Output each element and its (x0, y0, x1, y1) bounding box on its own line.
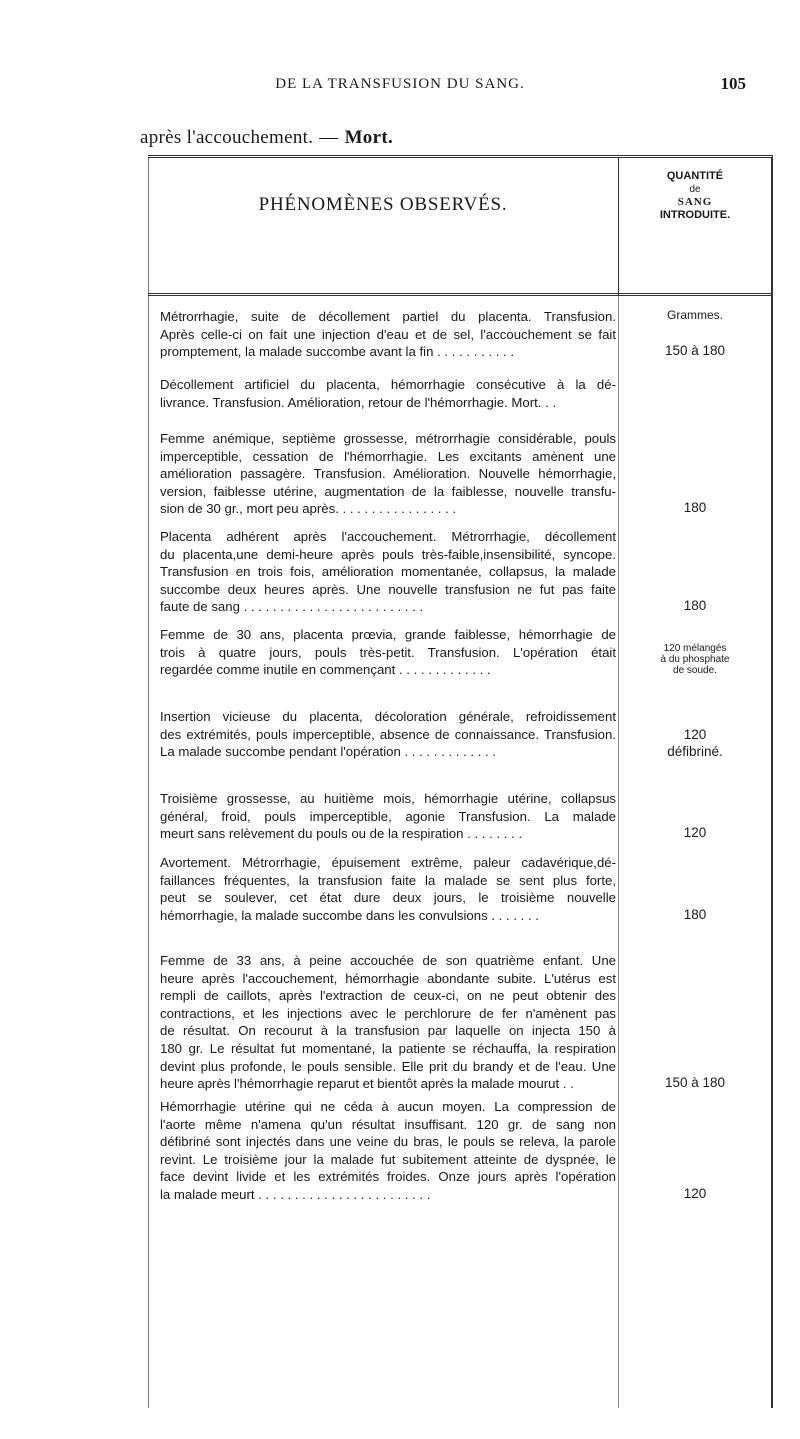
row-text-line: des extrémités, pouls imperceptible, absence de connaissance. Transfusion. (160, 726, 616, 742)
row-quantity: 120 (683, 1186, 707, 1201)
page-number: 105 (720, 74, 746, 93)
table-row (160, 308, 616, 361)
section-subheading: Mort. (344, 127, 394, 148)
table-row (160, 790, 616, 843)
table-header-rule (148, 293, 771, 296)
row-quantity: 150 à 180 (664, 343, 726, 359)
row-quantity-line: 120 mélangés (663, 643, 727, 655)
row-text-line: version, faiblesse utérine, augmentation de la faiblesse, nouvelle transfu- (160, 483, 616, 499)
row-text-line: défibriné sont injectés dans une veine du bras, le pouls se releva, la parole (160, 1134, 616, 1150)
row-text-line: faute de sang . . . . . . . . . . . . . . . . . . . . . . . . . (160, 599, 424, 615)
column-header-phenomenes: PHÉNOMÈNES OBSERVÉS. (258, 194, 508, 215)
table-row (160, 854, 616, 924)
row-text-line: regardée comme inutile en commençant . . . . . . . . . . . . . (160, 662, 491, 678)
row-text-line: heure après l'hémorrhagie reparut et bientôt après la malade mourut . . (160, 1076, 574, 1092)
unit-label: Grammes. (666, 308, 723, 322)
running-head (0, 74, 800, 98)
row-text-line: succombe deux heures après. Une nouvelle transfusion ne fut pas faite (160, 581, 616, 597)
row-quantity: 180 (683, 906, 707, 922)
row-text-line: hémorrhagie, la malade succombe dans les convulsions . . . . . . . (160, 907, 539, 923)
row-quantity-line: de soude. (673, 665, 717, 677)
row-text-line: promptement, la malade succombe avant la fin . . . . . . . . . . . (160, 344, 515, 360)
row-text-line: Femme anémique, septième grossesse, métrorrhagie considérable, pouls (160, 431, 616, 446)
row-quantity: 120 (683, 825, 707, 841)
row-text-line: Transfusion en trois fois, amélioration momentanée, collapsus, la malade (160, 564, 616, 580)
row-text-line: général, froid, pouls imperceptible, agonie Transfusion. La malade (160, 808, 616, 824)
row-text-line: rempli de caillots, après l'extraction de ceux-ci, on ne peut obtenir des (160, 988, 616, 1004)
row-text-line: l'aorte même n'amena qu'un résultat insuffisant. 120 gr. de sang non (160, 1116, 616, 1132)
table-row (160, 1098, 616, 1204)
row-text-line: peut se soulever, cet état dure deux jours, le troisième nouvelle (160, 890, 616, 906)
section-heading (140, 127, 393, 149)
running-head-title: DE LA TRANSFUSION DU SANG. (275, 76, 525, 92)
row-text-line: sion de 30 gr., mort peu après. . . . . . . . . . . . . . . . . (160, 501, 457, 517)
row-quantity: 180 (683, 500, 707, 516)
row-text-line: Hémorrhagie utérine qui ne céda à aucun moyen. La compression de (160, 1099, 616, 1114)
table-row (160, 626, 616, 679)
row-text-line: Troisième grossesse, au huitième mois, hémorrhagie utérine, collapsus (160, 791, 616, 806)
table-left-rule (148, 158, 149, 1408)
row-text-line: contractions, et les injections avec le perchlorure de fer n'amènent pas (160, 1005, 616, 1021)
row-text-line: heure après l'accouchement, hémorrhagie abondante subite. L'utérus est (160, 970, 616, 986)
header-quantite-line1: QUANTITÉ (666, 170, 724, 182)
row-text-line: Placenta adhérent après l'accouchement. Métrorrhagie, décollement (160, 529, 616, 544)
row-quantity (620, 726, 770, 760)
header-quantite-line2: de (689, 184, 701, 195)
row-quantity: 150 à 180 (664, 1075, 726, 1091)
row-quantity-line: à du phosphate (660, 654, 730, 666)
column-header-quantite (619, 170, 771, 222)
row-text-line: revint. Le troisième jour la malade fut subitement atteinte de dyspnée, le (160, 1151, 616, 1167)
row-text-line: meurt sans relèvement du pouls ou de la respiration . . . . . . . . (160, 826, 523, 842)
row-text-line: du placenta,une demi-heure après pouls très-faible,insensibilité, syncope. (160, 546, 616, 562)
row-text-line: imperceptible, cessation de l'hémorrhagie. Les excitants amènent une (160, 448, 616, 464)
row-quantity (620, 643, 770, 676)
section-heading-text: après l'accouchement. (140, 127, 314, 148)
row-quantity-line: défibriné. (667, 744, 723, 760)
row-text-line: la malade meurt . . . . . . . . . . . . . . . . . . . . . . . . (160, 1186, 431, 1202)
row-text-line: Décollement artificiel du placenta, hémorrhagie consécutive à la dé- (160, 377, 616, 392)
header-quantite-line3: SANG (677, 196, 713, 208)
row-text-line: amélioration passagère. Transfusion. Amélioration. Nouvelle hémorrhagie, (160, 466, 616, 482)
table-row (160, 528, 616, 616)
row-text-line: Avortement. Métrorrhagie, épuisement extrême, paleur cadavérique,dé- (160, 855, 616, 870)
row-text-line: trois à quatre jours, pouls très-petit. Transfusion. L'opération était (160, 644, 616, 660)
table-column-separator-body (618, 295, 619, 1408)
row-text-line: devint plus profonde, le pouls sensible. Elle prit du brandy et de l'eau. Une (160, 1058, 616, 1074)
table-row (160, 430, 616, 518)
table-row (160, 952, 616, 1093)
row-text-line: faillances fréquentes, la transfusion faite la malade se sent plus forte, (160, 872, 616, 888)
table-row (160, 376, 616, 411)
row-text-line: livrance. Transfusion. Amélioration, retour de l'hémorrhagie. Mort. . . (160, 394, 557, 410)
section-heading-dash: — (319, 127, 339, 148)
row-text-line: Femme de 30 ans, placenta prœvia, grande faiblesse, hémorrhagie de (160, 627, 616, 642)
row-quantity-line: 120 (683, 727, 707, 743)
row-text-line: 180 gr. Le résultat fut momentané, la patiente se réchauffa, la respiration (160, 1040, 616, 1056)
row-quantity: 180 (683, 598, 707, 614)
header-quantite-line4: INTRODUITE. (659, 209, 731, 221)
row-text-line: La malade succombe pendant l'opération . . . . . . . . . . . . . (160, 744, 497, 760)
row-text-line: Femme de 33 ans, à peine accouchée de son quatrième enfant. Une (160, 953, 616, 968)
row-text-line: face devint livide et les extrémités froides. Onze jours après l'opération (160, 1169, 616, 1185)
row-text-line: Insertion vicieuse du placenta, décoloration générale, refroidissement (160, 709, 616, 724)
row-text-line: Métrorrhagie, suite de décollement partiel du placenta. Transfusion. (160, 309, 616, 324)
row-text-line: de résultat. On recourut à la transfusion par laquelle on injecta 150 à (160, 1023, 616, 1039)
table-row (160, 708, 616, 761)
row-text-line: Après celle-ci on fait une injection d'eau et de sel, l'accouchement se fait (160, 326, 616, 342)
